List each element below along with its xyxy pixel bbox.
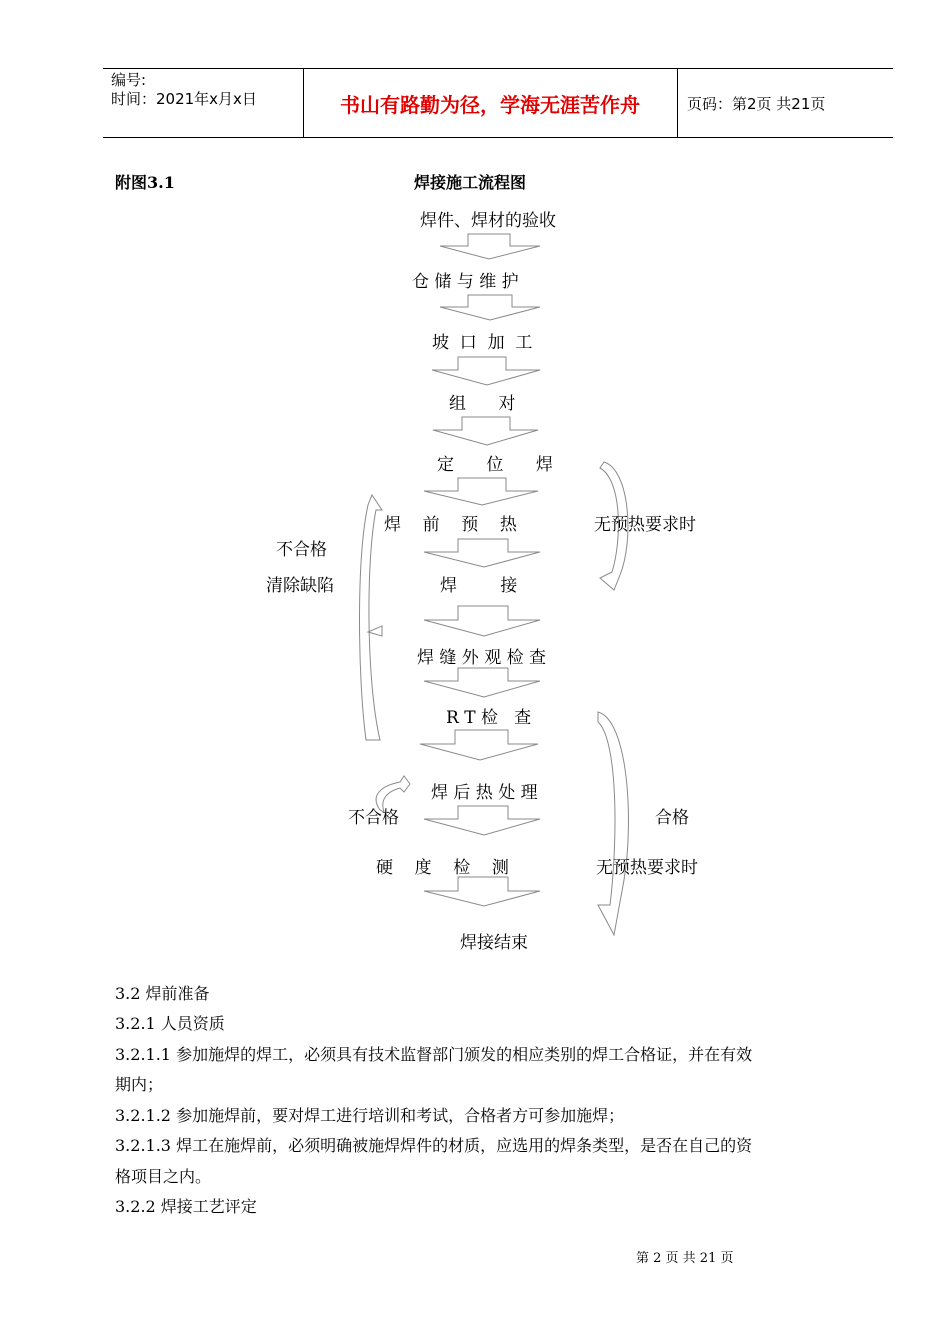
down-arrow	[424, 606, 540, 636]
side-label-no-preheat: 无预热要求时	[594, 515, 696, 535]
flow-step: 硬 度 检 测	[376, 858, 509, 878]
flow-step: 焊件、焊材的验收	[420, 211, 556, 231]
date-label: 时间：2021年x月x日	[111, 90, 257, 108]
page-counter: 页码：第2页 共21页	[687, 95, 826, 113]
down-arrow	[424, 668, 540, 697]
loop-arrow-up	[360, 495, 383, 740]
section-heading: 3.2 焊前准备	[115, 984, 210, 1003]
side-label-unqualified: 不合格	[276, 540, 327, 560]
figure-title: 焊接施工流程图	[414, 173, 527, 192]
down-arrow	[424, 806, 540, 835]
flow-step: 焊 缝 外 观 检 查	[417, 648, 547, 668]
paragraph-line: 期内；	[115, 1075, 164, 1094]
header-slogan: 书山有路勤为径，学海无涯苦作舟	[340, 93, 640, 117]
side-label-unqualified: 不合格	[348, 808, 399, 828]
subsection-heading: 3.2.1 人员资质	[115, 1014, 225, 1033]
paragraph-line: 3.2.1.2 参加施焊前，要对焊工进行培训和考试，合格者方可参加施焊；	[115, 1106, 625, 1125]
down-arrow	[440, 295, 540, 320]
paragraph-line: 3.2.1.3 焊工在施焊前，必须明确被施焊焊件的材质，应选用的焊条类型，是否在自己的资	[115, 1136, 753, 1155]
flow-step: 仓 储 与 维 护	[412, 272, 519, 292]
paragraph-line: 格项目之内。	[115, 1167, 212, 1186]
flow-step: 组 对	[449, 394, 516, 414]
side-label-qualified: 合格	[655, 808, 689, 828]
number-label: 编号:	[111, 71, 147, 89]
side-label-clear-defect: 清除缺陷	[266, 576, 334, 596]
flow-step: 焊 前 预 热	[384, 515, 517, 535]
flow-step: 焊 后 热 处 理	[431, 783, 538, 803]
figure-number: 附图3.1	[115, 173, 175, 192]
down-arrow	[424, 478, 538, 505]
flow-step: 焊接结束	[460, 933, 528, 953]
down-arrow	[420, 730, 538, 760]
subsection-heading: 3.2.2 焊接工艺评定	[115, 1197, 257, 1216]
flow-step: 坡 口 加 工	[432, 333, 533, 353]
down-arrow	[424, 539, 540, 567]
paragraph-line: 3.2.1.1 参加施焊的焊工，必须具有技术监督部门颁发的相应类别的焊工合格证，并在有效	[115, 1045, 753, 1064]
side-label-no-preheat: 无预热要求时	[596, 858, 698, 878]
flow-step: R T 检 查	[446, 708, 532, 728]
down-arrow	[432, 357, 540, 385]
bypass-arrow	[598, 712, 628, 935]
down-arrow	[440, 234, 540, 259]
down-arrow	[433, 417, 538, 445]
flow-step: 焊 接	[440, 576, 518, 596]
down-arrow	[424, 877, 540, 906]
flow-step: 定 位 焊	[437, 455, 553, 475]
loop-arrow-back	[368, 626, 382, 636]
page-footer: 第 2 页 共 21 页	[636, 1251, 734, 1266]
